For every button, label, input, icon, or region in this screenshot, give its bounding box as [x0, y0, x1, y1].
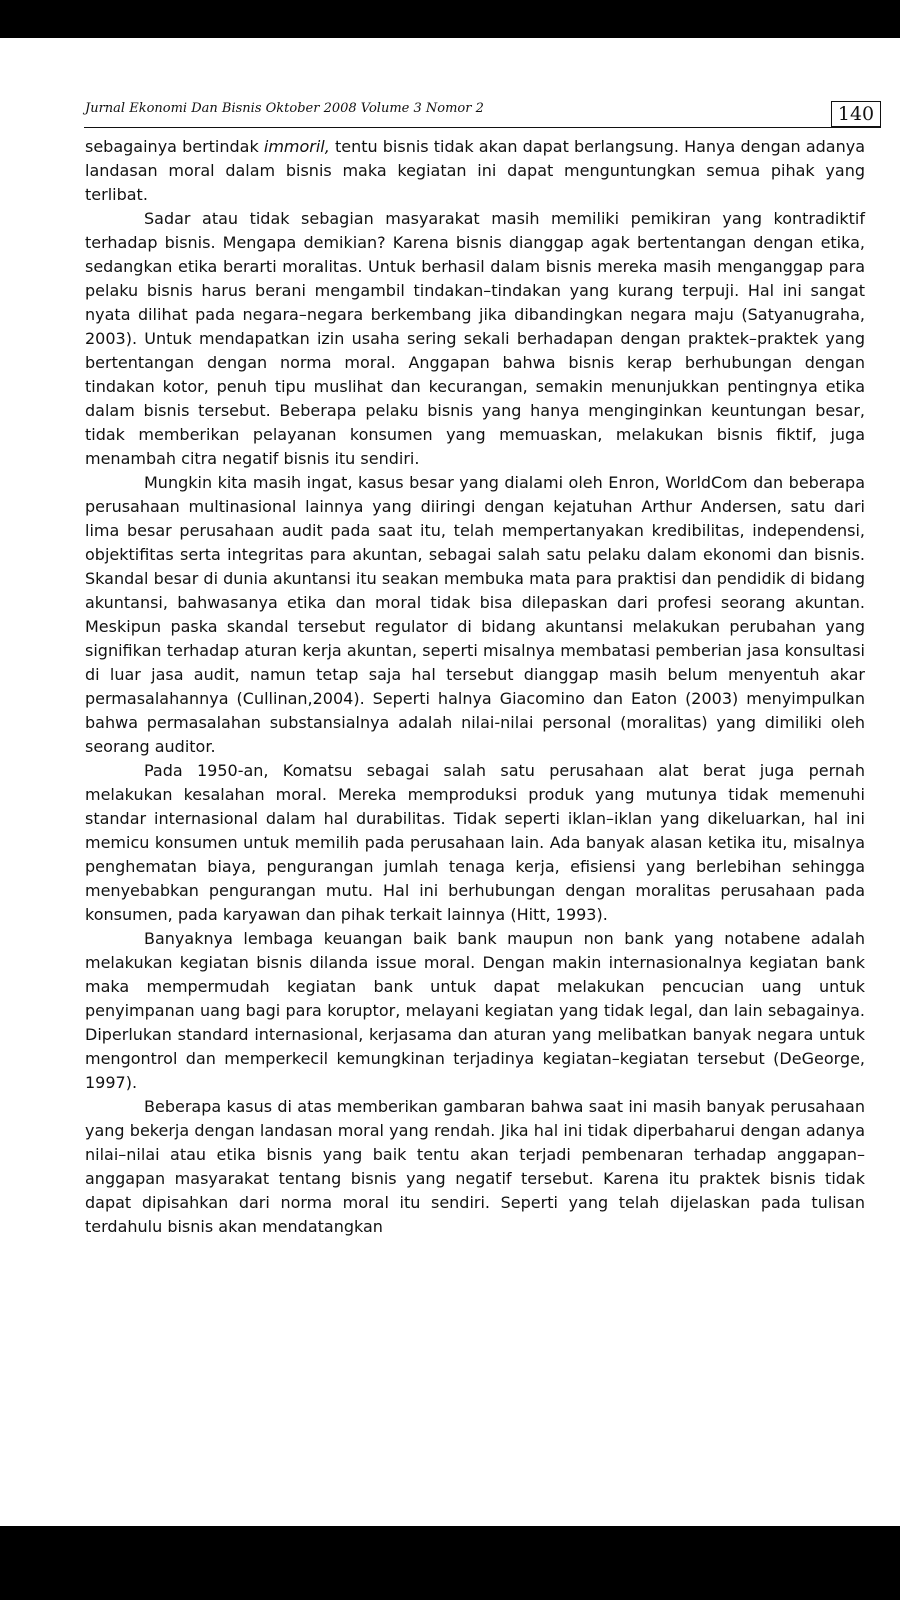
paragraph-1-rest: tentu bisnis tidak akan dapat berlangsung. Hanya dengan adanya landasan moral dalam bisnis maka kegiatan ini dapat menguntungkan semua pihak yang terlibat. [85, 137, 865, 204]
paragraph-1-start: sebagainya bertindak [85, 137, 264, 156]
paragraph-conclusion: Beberapa kasus di atas memberikan gambaran bahwa saat ini masih banyak perusahaan yang bekerja dengan landasan moral yang rendah. Jika hal ini tidak diperbaharui dengan adanya nilai–nilai atau etika bisnis yang baik tentu akan terjadi pembenaran terhadap anggapan–anggapan masyarakat tentang bisnis yang negatif tersebut. Karena itu praktek bisnis tidak dapat dipisahkan dari norma moral itu sendiri. Seperti yang telah dijelaskan pada tulisan terdahulu bisnis akan mendatangkan [85, 1097, 865, 1236]
page-number-box: 140 [831, 101, 881, 127]
paragraph-enron-case: Mungkin kita masih ingat, kasus besar yang dialami oleh Enron, WorldCom dan beberapa perusahaan multinasional lainnya yang diiringi dengan kejatuhan Arthur Andersen, satu dari lima besar perusahaan audit pada saat itu, telah mempertanyakan kredibilitas, independensi, objektifitas serta integritas para akuntan, sebagai salah satu pelaku dalam ekonomi dan bisnis. Skandal besar di dunia akuntansi itu seakan membuka mata para praktisi dan pendidik di bidang akuntansi, bahwasanya etika dan moral tidak bisa dilepaskan dari profesi seorang akuntan. Meskipun paska skandal tersebut regulator di bidang akuntansi melakukan perubahan yang signifikan terhadap aturan kerja akuntan, seperti misalnya membatasi pemberian jasa konsultasi di luar jasa audit, namun tetap saja hal tersebut dianggap masih belum menyentuh akar permasalahannya (Cullinan,2004). Seperti halnya Giacomino dan Eaton (2003) menyimpulkan bahwa permasalahan substansialnya adalah nilai-nilai personal (moralitas) yang dimiliki oleh seorang auditor. [85, 473, 865, 756]
running-header: Jurnal Ekonomi Dan Bisnis Oktober 2008 Volume 3 Nomor 2 [85, 101, 484, 116]
header-rule [84, 127, 881, 128]
italic-term: immoril, [263, 137, 330, 156]
scan-border-top [0, 0, 900, 38]
scan-border-bottom [0, 1526, 900, 1600]
paragraph-financial-institutions: Banyaknya lembaga keuangan baik bank maupun non bank yang notabene adalah melakukan kegiatan bisnis dilanda issue moral. Dengan makin internasionalnya kegiatan bank maka mempermudah kegiatan bank untuk dapat melakukan pencucian uang untuk penyimpanan uang bagi para koruptor, melayani kegiatan yang tidak legal, dan lain sebagainya. Diperlukan standard internasional, kerjasama dan aturan yang melibatkan banyak negara untuk mengontrol dan memperkecil kemungkinan terjadinya kegiatan–kegiatan tersebut (DeGeorge, 1997). [85, 929, 865, 1092]
paragraph-continuation [85, 135, 865, 207]
paragraph-komatsu-case: Pada 1950-an, Komatsu sebagai salah satu perusahaan alat berat juga pernah melakukan kesalahan moral. Mereka memproduksi produk yang mutunya tidak memenuhi standar internasional dalam hal durabilitas. Tidak seperti iklan–iklan yang dikeluarkan, hal ini memicu konsumen untuk memilih pada perusahaan lain. Ada banyak alasan ketika itu, misalnya penghematan biaya, pengurangan jumlah tenaga kerja, efisiensi yang berlebihan sehingga menyebabkan pengurangan mutu. Hal ini berhubungan dengan moralitas perusahaan pada konsumen, pada karyawan dan pihak terkait lainnya (Hitt, 1993). [85, 761, 865, 924]
body-text [85, 135, 865, 1239]
paragraph-business-ethics: Sadar atau tidak sebagian masyarakat masih memiliki pemikiran yang kontradiktif terhadap bisnis. Mengapa demikian? Karena bisnis dianggap agak bertentangan dengan etika, sedangkan etika berarti moralitas. Untuk berhasil dalam bisnis mereka masih menganggap para pelaku bisnis harus berani mengambil tindakan–tindakan yang kurang terpuji. Hal ini sangat nyata dilihat pada negara–negara berkembang jika dibandingkan negara maju (Satyanugraha, 2003). Untuk mendapatkan izin usaha sering sekali berhadapan dengan praktek–praktek yang bertentangan dengan norma moral. Anggapan bahwa bisnis kerap berhubungan dengan tindakan kotor, penuh tipu muslihat dan kecurangan, semakin menunjukkan pentingnya etika dalam bisnis tersebut. Beberapa pelaku bisnis yang hanya menginginkan keuntungan besar, tidak memberikan pelayanan konsumen yang memuaskan, melakukan bisnis fiktif, juga menambah citra negatif bisnis itu sendiri. [85, 209, 865, 468]
